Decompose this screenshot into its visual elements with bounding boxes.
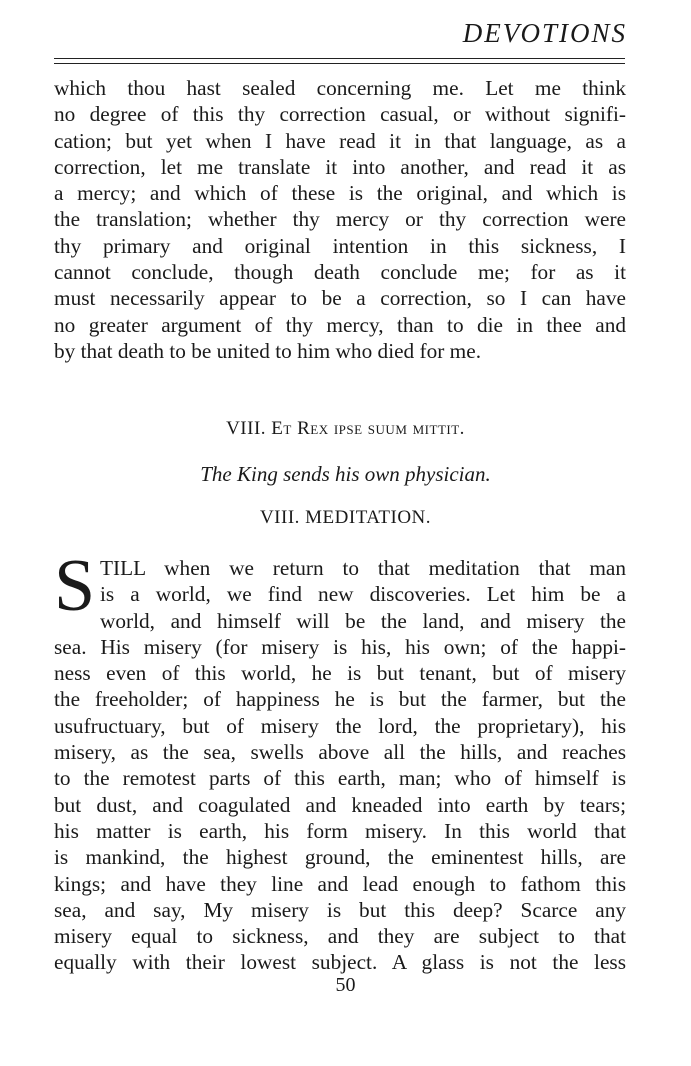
text-line: cation; but yet when I have read it in that language, as a bbox=[54, 128, 626, 153]
page-number: 50 bbox=[335, 974, 356, 996]
text-line: thy primary and original intention in this sickness, I bbox=[54, 233, 626, 258]
top-paragraph bbox=[54, 75, 626, 364]
text-line-last: by that death to be united to him who died for me. bbox=[54, 338, 482, 363]
text-line: misery, as the sea, swells above all the hills, and reaches bbox=[54, 740, 626, 765]
header-rule-thick bbox=[54, 58, 625, 59]
text-line: TILL when we return to that meditation that man bbox=[100, 556, 626, 580]
text-line: no greater argument of thy mercy, than to die in thee and bbox=[54, 312, 626, 337]
text-line: which thou hast sealed concerning me. Let me think bbox=[54, 76, 626, 100]
text-line: no degree of this thy correction casual, or without signifi- bbox=[54, 102, 626, 127]
text-line: correction, let me translate it into another, and read it as bbox=[54, 154, 626, 179]
text-line: but dust, and coagulated and kneaded into earth by tears; bbox=[54, 792, 626, 817]
latin-heading: VIII. Et Rex ipse suum mittit. bbox=[226, 418, 465, 439]
text-line: sea, and say, My misery is but this deep? Scarce any bbox=[54, 897, 626, 922]
text-line: usufructuary, but of misery the lord, the proprietary), his bbox=[54, 713, 626, 738]
text-line: must necessarily appear to be a correction, so I can have bbox=[54, 286, 626, 311]
text-line: is mankind, the highest ground, the eminentest hills, are bbox=[54, 845, 626, 870]
text-line: to the remotest parts of this earth, man; who of himself is bbox=[54, 766, 626, 791]
english-heading: The King sends his own physician. bbox=[200, 462, 491, 486]
meditation-paragraph bbox=[54, 555, 626, 976]
text-line: is a world, we find new discoveries. Let him be a bbox=[100, 582, 626, 607]
text-line: sea. His misery (for misery is his, his own; of the happi- bbox=[54, 634, 626, 659]
running-head: DEVOTIONS bbox=[462, 18, 627, 48]
text-line: the freeholder; of happiness he is but the farmer, but the bbox=[54, 687, 626, 712]
text-line: a mercy; and which of these is the original, and which is bbox=[54, 181, 626, 206]
text-line: misery equal to sickness, and they are subject to that bbox=[54, 924, 626, 949]
text-line: kings; and have they line and lead enough to fathom this bbox=[54, 871, 626, 896]
drop-cap: S bbox=[54, 545, 96, 627]
text-line: his matter is earth, his form misery. In this world that bbox=[54, 818, 626, 843]
meditation-heading: VIII. MEDITATION. bbox=[259, 507, 432, 528]
header-rule-thin bbox=[54, 63, 625, 64]
text-line: world, and himself will be the land, and misery the bbox=[100, 608, 626, 633]
text-line: ness even of this world, he is but tenant, but of misery bbox=[54, 661, 626, 686]
text-line: the translation; whether thy mercy or thy correction were bbox=[54, 207, 626, 232]
text-line: cannot conclude, though death conclude me; for as it bbox=[54, 260, 626, 285]
text-line: equally with their lowest subject. A glass is not the less bbox=[54, 950, 626, 975]
